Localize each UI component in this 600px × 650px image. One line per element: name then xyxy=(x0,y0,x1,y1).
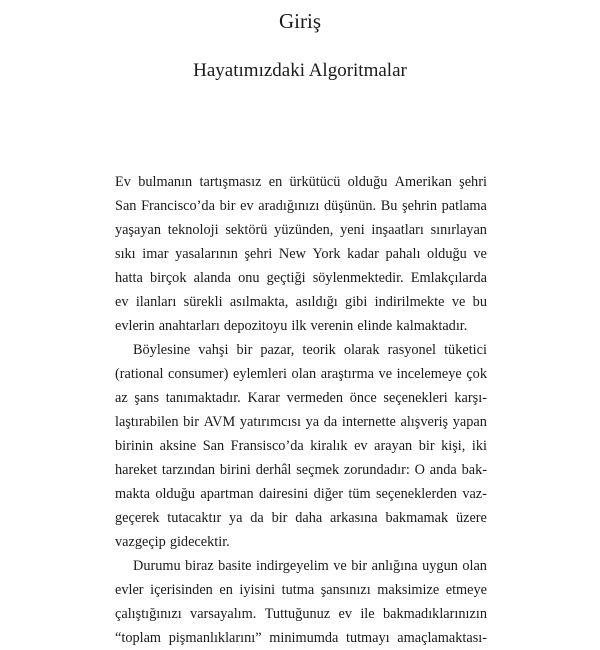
text-line: laştırabilen bir AVM yatırımcısı ya da internette alışveriş yapan xyxy=(115,414,487,430)
text-line: Böylesine vahşi bir pazar, teorik olarak rasyonel tüketici xyxy=(133,342,487,358)
text-line: sıkı imar yasalarının şehri New York kadar pahalı olduğu ve xyxy=(115,246,487,262)
text-line: vazgeçip gidecektir. xyxy=(115,534,230,550)
paragraph xyxy=(115,170,487,338)
text-line: birinin aksine San Fransisco’da kiralık ev arayan bir kişi, iki xyxy=(115,438,487,454)
text-line: evlerin anahtarları depozitoyu ilk verenin elinde kalmaktadır. xyxy=(115,318,468,334)
text-line: az şans tanımaktadır. Karar vermeden önce seçenekleri karşı- xyxy=(115,390,487,406)
text-line: Durumu biraz basite indirgeyelim ve bir anlığına uygun olan xyxy=(133,558,487,574)
text-line: ev ilanları sürekli asılmakta, asıldığı gibi indirilmekte ve bu xyxy=(115,294,487,310)
text-line: geçerek tutacaktır ya da bir daha arkasına bakmamak üzere xyxy=(115,510,487,526)
text-line: “toplam pişmanlıklarını” minimumda tutmayı amaçlamaktası- xyxy=(115,630,487,646)
chapter-subtitle: Hayatımızdaki Algoritmalar xyxy=(193,60,407,81)
text-line: Ev bulmanın tartışmasız en ürkütücü olduğu Amerikan şehri xyxy=(115,174,487,190)
text-line: hatta birçok alanda onu geçtiği söylenmektedir. Emlakçılarda xyxy=(115,270,487,286)
text-line: yaşayan teknoloji sektörü yüzünden, yeni inşaatları sınırlayan xyxy=(115,222,487,238)
chapter-title: Giriş xyxy=(279,9,321,33)
text-line: hareket tarzından birini derhâl seçmek zorundadır: O anda bak- xyxy=(115,462,487,478)
paragraph xyxy=(115,554,487,650)
paragraph xyxy=(115,338,487,554)
text-line: San Francisco’da bir ev aradığınızı düşünün. Bu şehrin patlama xyxy=(115,198,487,214)
text-line: (rational consumer) eylemleri olan araştırma ve incelemeye çok xyxy=(115,366,487,382)
body-text xyxy=(115,170,487,650)
text-line: evler içerisinden en iyisini tutma şansınızı maksimize etmeye xyxy=(115,582,487,598)
text-line: çalıştığınızı varsayalım. Tuttuğunuz ev ile bakmadıklarınızın xyxy=(115,606,487,622)
text-line: makta olduğu apartman dairesini diğer tüm seçeneklerden vaz- xyxy=(115,486,487,502)
